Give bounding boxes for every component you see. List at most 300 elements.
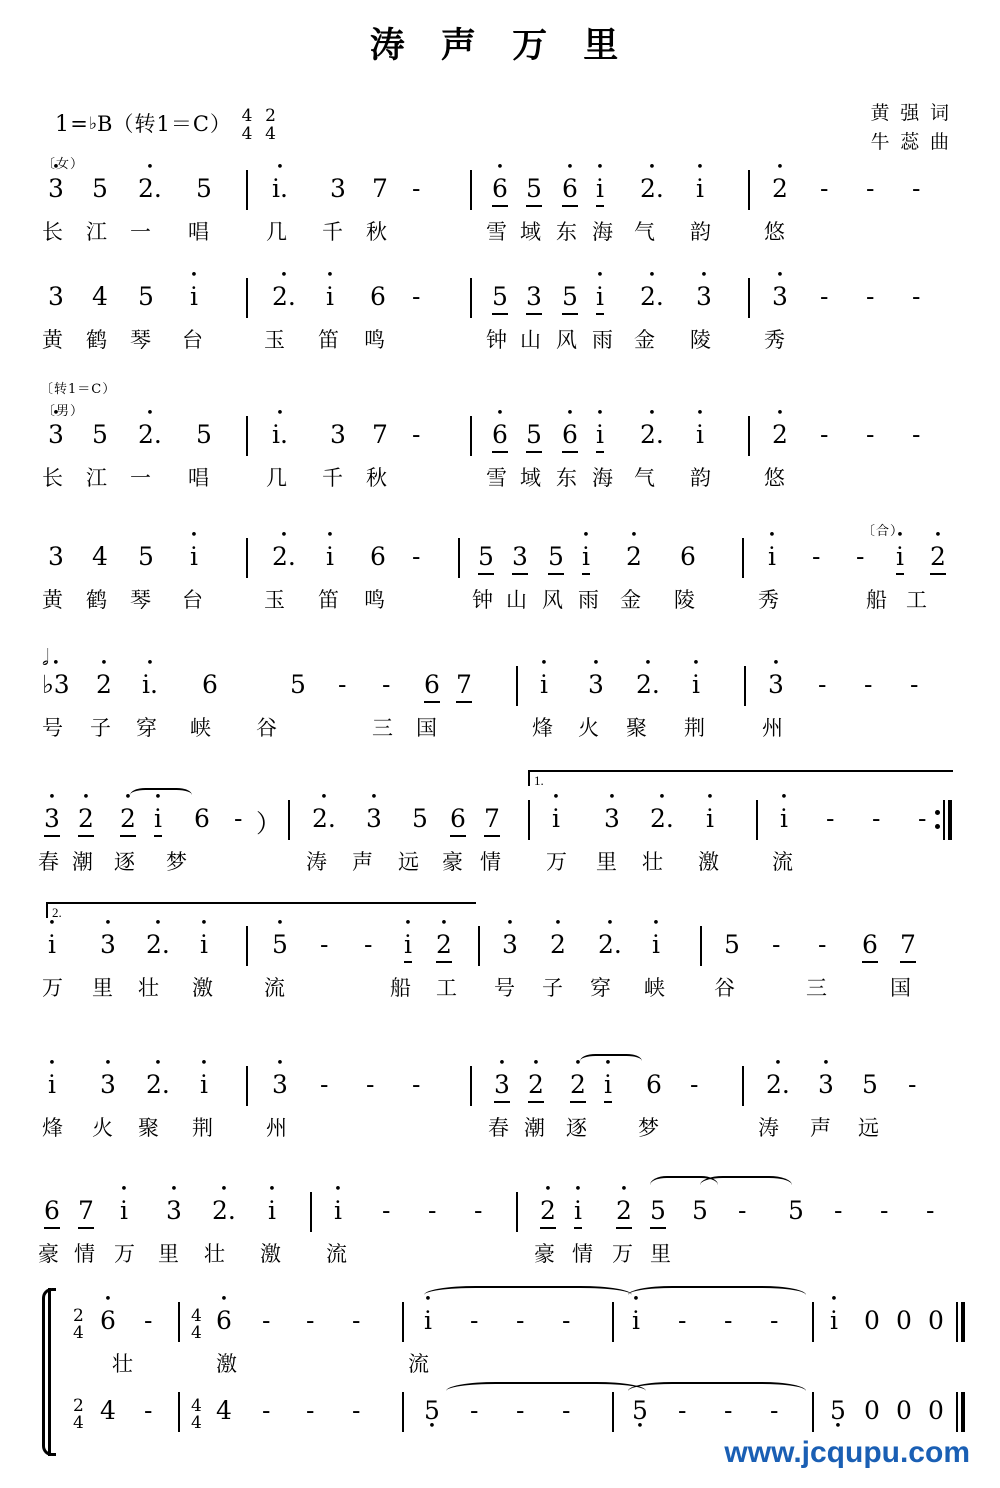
note: - bbox=[306, 1396, 315, 1425]
lyric: 琴 bbox=[130, 328, 151, 352]
note-row-6 bbox=[0, 804, 1000, 846]
note: • i bbox=[326, 282, 334, 311]
barline bbox=[612, 1302, 614, 1342]
time-signature-2-4-upper: 2 4 bbox=[73, 1306, 84, 1344]
note: 6 bbox=[424, 670, 440, 703]
lyric: 峡 bbox=[644, 976, 665, 1000]
note: 7 bbox=[900, 930, 916, 963]
note: 6 bbox=[370, 282, 386, 311]
note: • i bbox=[696, 174, 704, 203]
note: - bbox=[382, 1196, 391, 1225]
note: • i bbox=[200, 1070, 208, 1099]
note-row-2 bbox=[0, 282, 1000, 324]
note: 5 • bbox=[632, 1396, 648, 1425]
note: 6 bbox=[646, 1070, 662, 1099]
lyric: 里 bbox=[92, 976, 113, 1000]
note: • 3 bbox=[44, 804, 60, 837]
lyric: 长 bbox=[42, 220, 63, 244]
barline bbox=[748, 278, 750, 318]
lyric: 谷 bbox=[714, 976, 735, 1000]
note: • i bbox=[334, 1196, 342, 1225]
note: - bbox=[338, 670, 347, 699]
note: - bbox=[690, 1070, 699, 1099]
note: • 3 bbox=[772, 282, 788, 311]
barline bbox=[246, 278, 248, 318]
lyric: 激 bbox=[216, 1352, 237, 1376]
note-row-final-lower bbox=[0, 1396, 1000, 1438]
note: - bbox=[412, 174, 421, 203]
barline bbox=[178, 1392, 180, 1432]
barline bbox=[516, 1192, 518, 1232]
note: - bbox=[516, 1306, 525, 1335]
key-equals: = bbox=[70, 112, 88, 136]
note-row-4 bbox=[0, 542, 1000, 584]
lyric: 情 bbox=[480, 850, 501, 874]
note: • i bbox=[632, 1306, 640, 1335]
note: • 2. bbox=[636, 670, 660, 699]
barline bbox=[458, 538, 460, 578]
lyric: 号 bbox=[42, 716, 63, 740]
note: 0 bbox=[896, 1396, 912, 1425]
note: 5 bbox=[692, 1196, 708, 1225]
lyric: 琴 bbox=[130, 588, 151, 612]
note: - bbox=[856, 542, 865, 571]
lyric: 梦 bbox=[166, 850, 187, 874]
repeat-end-barline bbox=[942, 800, 952, 840]
note: 6 bbox=[680, 542, 696, 571]
note: • 3 bbox=[166, 1196, 182, 1225]
lyric: 万 bbox=[42, 976, 63, 1000]
lyric: 鸣 bbox=[364, 328, 385, 352]
note: - bbox=[320, 930, 329, 959]
barline bbox=[742, 538, 744, 578]
lyric: 一 bbox=[130, 466, 151, 490]
barline bbox=[516, 666, 518, 706]
note: • 6 bbox=[492, 174, 508, 207]
barline bbox=[744, 666, 746, 706]
barline bbox=[700, 926, 702, 966]
staff-system-final-lower bbox=[0, 1396, 1000, 1438]
lyric: 万 bbox=[546, 850, 567, 874]
note: - bbox=[352, 1396, 361, 1425]
note: • 2. bbox=[640, 282, 664, 311]
note: - bbox=[412, 282, 421, 311]
note: 5 bbox=[724, 930, 740, 959]
note: 0 bbox=[928, 1306, 944, 1335]
note: • i bbox=[190, 542, 198, 571]
note: - bbox=[678, 1306, 687, 1335]
note: • 2. bbox=[212, 1196, 236, 1225]
slur bbox=[424, 1286, 632, 1304]
segno-icon: 𝅗𝅥 bbox=[42, 646, 49, 671]
staff-system-7 bbox=[0, 900, 1000, 1004]
lyric: 秋 bbox=[366, 220, 387, 244]
lyric: 流 bbox=[326, 1242, 347, 1266]
note: 5 bbox=[526, 174, 542, 207]
lyric: 海 bbox=[592, 466, 613, 490]
note: • 2. bbox=[640, 420, 664, 449]
note: • i bbox=[120, 1196, 128, 1225]
note: • 6 bbox=[100, 1306, 116, 1335]
lyric: 几 bbox=[266, 220, 287, 244]
site-watermark: www.jcqupu.com bbox=[724, 1436, 970, 1469]
note: - bbox=[428, 1196, 437, 1225]
note: 0 bbox=[864, 1396, 880, 1425]
note: 5 bbox=[138, 542, 154, 571]
note: • 3 bbox=[502, 930, 518, 959]
barline bbox=[812, 1302, 814, 1342]
note: • 2. bbox=[312, 804, 336, 833]
note: 3 bbox=[512, 542, 528, 575]
note: 7 bbox=[78, 1196, 94, 1229]
lyric: 笛 bbox=[318, 328, 339, 352]
lyric: 唱 bbox=[188, 466, 209, 490]
lyric: 三 bbox=[806, 976, 827, 1000]
note: • 2 bbox=[78, 804, 94, 837]
note: 3 bbox=[330, 174, 346, 203]
lyricist: 黄 强 词 bbox=[870, 103, 952, 124]
lyric: 气 bbox=[634, 466, 655, 490]
lyric-row-1 bbox=[0, 216, 1000, 248]
lyric: 潮 bbox=[72, 850, 93, 874]
note: • 2 bbox=[528, 1070, 544, 1103]
note-row-5 bbox=[0, 670, 1000, 712]
lyric: 穿 bbox=[590, 976, 611, 1000]
note: 6 bbox=[44, 1196, 60, 1229]
lyric: 州 bbox=[762, 716, 783, 740]
note: • 2 bbox=[772, 420, 788, 449]
note: - bbox=[470, 1306, 479, 1335]
time-signature-4-4: 4 4 bbox=[241, 106, 253, 144]
note: - bbox=[820, 174, 829, 203]
note: • 2 bbox=[570, 1070, 586, 1103]
lyric: 豪 bbox=[534, 1242, 555, 1266]
lyric: 聚 bbox=[626, 716, 647, 740]
lyric: 江 bbox=[86, 466, 107, 490]
note: - bbox=[912, 282, 921, 311]
note: - bbox=[738, 1196, 747, 1225]
lyric-row-final bbox=[0, 1348, 1000, 1380]
lyric: 台 bbox=[182, 588, 203, 612]
lyric-row-7 bbox=[0, 972, 1000, 1004]
time-signature-4-4-upper: 4 4 bbox=[191, 1306, 202, 1344]
note: 5 • bbox=[424, 1396, 440, 1425]
note: - bbox=[412, 542, 421, 571]
barline bbox=[742, 1066, 744, 1106]
note: • i bbox=[540, 670, 548, 699]
note: 3 bbox=[330, 420, 346, 449]
lyric: 一 bbox=[130, 220, 151, 244]
lyric: 山 bbox=[520, 328, 541, 352]
staff-system-9 bbox=[0, 1168, 1000, 1270]
note: • i bbox=[604, 1070, 612, 1103]
lyric: 火 bbox=[578, 716, 599, 740]
lyric-row-2 bbox=[0, 324, 1000, 356]
lyric: 千 bbox=[322, 220, 343, 244]
note: - bbox=[364, 930, 373, 959]
lyric: 船 bbox=[866, 588, 887, 612]
note: • i bbox=[574, 1196, 582, 1229]
lyric: 气 bbox=[634, 220, 655, 244]
lyric-row-9 bbox=[0, 1238, 1000, 1270]
note: • i bbox=[768, 542, 776, 571]
note: - bbox=[820, 282, 829, 311]
lyric: 壮 bbox=[112, 1352, 133, 1376]
note: - bbox=[912, 174, 921, 203]
note: • i bbox=[596, 420, 604, 453]
lyric: 涛 bbox=[758, 1116, 779, 1140]
note: 5 bbox=[478, 542, 494, 575]
note: • 2. bbox=[272, 282, 296, 311]
voice-tag-female: 〔女） bbox=[42, 157, 85, 172]
note: - bbox=[144, 1306, 153, 1335]
lyric: 激 bbox=[192, 976, 213, 1000]
note: - bbox=[306, 1306, 315, 1335]
note: 5 bbox=[526, 420, 542, 453]
lyric: 流 bbox=[772, 850, 793, 874]
lyric: 万 bbox=[114, 1242, 135, 1266]
lyric: 风 bbox=[556, 328, 577, 352]
note: • 2. bbox=[146, 1070, 170, 1099]
flat-sign: ♭ bbox=[89, 114, 98, 134]
note: - bbox=[772, 930, 781, 959]
barline bbox=[470, 170, 472, 210]
note: • 3 bbox=[272, 1070, 288, 1099]
note: • i. bbox=[272, 420, 288, 449]
note: - bbox=[926, 1196, 935, 1225]
key-signature-block bbox=[55, 108, 279, 143]
lyric: 涛 bbox=[306, 850, 327, 874]
lyric: 悠 bbox=[764, 220, 785, 244]
lyric: 谷 bbox=[256, 716, 277, 740]
note: - bbox=[866, 174, 875, 203]
lyric-row-4 bbox=[0, 584, 1000, 616]
note: • i bbox=[896, 542, 904, 575]
note: • i bbox=[48, 1070, 56, 1099]
lyric: 荆 bbox=[192, 1116, 213, 1140]
barline bbox=[612, 1392, 614, 1432]
staff-system-3 bbox=[0, 378, 1000, 494]
staff-system-1 bbox=[0, 158, 1000, 248]
note: • 2 bbox=[96, 670, 112, 699]
lyric: 金 bbox=[620, 588, 641, 612]
lyric: 钟 bbox=[472, 588, 493, 612]
note: • 2 bbox=[550, 930, 566, 959]
note-row-3 bbox=[0, 420, 1000, 462]
note: • i bbox=[424, 1306, 432, 1335]
note: 5 bbox=[196, 174, 212, 203]
lyric: 国 bbox=[416, 716, 437, 740]
lyric: 声 bbox=[352, 850, 373, 874]
barline bbox=[478, 926, 480, 966]
lyric: 潮 bbox=[524, 1116, 545, 1140]
lyric: 远 bbox=[398, 850, 419, 874]
note: • i bbox=[268, 1196, 276, 1225]
note: • 6 bbox=[216, 1306, 232, 1335]
lyric: 鹤 bbox=[86, 328, 107, 352]
note: - bbox=[912, 420, 921, 449]
note: 5 bbox=[92, 174, 108, 203]
lyric: 梦 bbox=[638, 1116, 659, 1140]
lyric: 远 bbox=[858, 1116, 879, 1140]
lyric: 情 bbox=[572, 1242, 593, 1266]
time-signature-2-4: 2 4 bbox=[265, 106, 276, 144]
note: - bbox=[562, 1396, 571, 1425]
barline bbox=[288, 800, 290, 840]
note: • 2. bbox=[138, 420, 162, 449]
time-signature-4-4-lower: 4 4 bbox=[191, 1396, 202, 1434]
note: • 2. bbox=[650, 804, 674, 833]
slur bbox=[628, 1286, 806, 1304]
lyric: 工 bbox=[436, 976, 457, 1000]
lyric: 烽 bbox=[532, 716, 553, 740]
lyric: 峡 bbox=[190, 716, 211, 740]
lyric: 东 bbox=[556, 220, 577, 244]
note: • i bbox=[404, 930, 412, 963]
lyric: 逐 bbox=[566, 1116, 587, 1140]
note: 3 bbox=[48, 542, 64, 571]
note: • 3 bbox=[48, 420, 64, 449]
lyric: 唱 bbox=[188, 220, 209, 244]
note: • 2. bbox=[640, 174, 664, 203]
note: - bbox=[880, 1196, 889, 1225]
lyric: 逐 bbox=[114, 850, 135, 874]
note: - bbox=[412, 420, 421, 449]
note: 3 bbox=[526, 282, 542, 315]
lyric: 三 bbox=[372, 716, 393, 740]
lyric: 鸣 bbox=[364, 588, 385, 612]
note: 7 bbox=[456, 670, 472, 703]
lyric-row-8 bbox=[0, 1112, 1000, 1144]
note: ） bbox=[256, 809, 282, 838]
lyric: 工 bbox=[906, 588, 927, 612]
note: 5 bbox=[562, 282, 578, 315]
barline bbox=[246, 170, 248, 210]
note: • i bbox=[326, 542, 334, 571]
lyric: 笛 bbox=[318, 588, 339, 612]
lyric: 雨 bbox=[592, 328, 613, 352]
note: • 2 bbox=[772, 174, 788, 203]
volta-bracket-1 bbox=[528, 770, 953, 786]
note: - bbox=[864, 670, 873, 699]
note: 5 bbox=[862, 1070, 878, 1099]
lyric: 玉 bbox=[264, 328, 285, 352]
lyric: 里 bbox=[650, 1242, 671, 1266]
lyric: 雨 bbox=[578, 588, 599, 612]
note: 7 bbox=[372, 174, 388, 203]
note: - bbox=[470, 1396, 479, 1425]
lyric: 域 bbox=[520, 220, 541, 244]
lyric: 里 bbox=[158, 1242, 179, 1266]
lyric: 荆 bbox=[684, 716, 705, 740]
lyric: 激 bbox=[698, 850, 719, 874]
note: - bbox=[872, 804, 881, 833]
note: • i bbox=[190, 282, 198, 311]
lyric: 陵 bbox=[674, 588, 695, 612]
note: • i bbox=[830, 1306, 838, 1335]
note: 5 bbox=[412, 804, 428, 833]
note: • 3 bbox=[366, 804, 382, 833]
note: 0 bbox=[928, 1396, 944, 1425]
note: - bbox=[352, 1306, 361, 1335]
note-row-9 bbox=[0, 1196, 1000, 1238]
note: • i bbox=[154, 804, 162, 837]
volta-label: 1. bbox=[534, 773, 544, 788]
note: - bbox=[678, 1396, 687, 1425]
barline bbox=[246, 538, 248, 578]
lyric: 韵 bbox=[690, 466, 711, 490]
lyric: 东 bbox=[556, 466, 577, 490]
lyric-row-6 bbox=[0, 846, 1000, 878]
note: • i bbox=[652, 930, 660, 959]
lyric: 激 bbox=[260, 1242, 281, 1266]
barline bbox=[310, 1192, 312, 1232]
note: • 3 bbox=[494, 1070, 510, 1103]
lyric-row-3 bbox=[0, 462, 1000, 494]
note-row-1 bbox=[0, 174, 1000, 216]
note: • 2 bbox=[616, 1196, 632, 1229]
note: - bbox=[770, 1306, 779, 1335]
lyric: 豪 bbox=[38, 1242, 59, 1266]
note: 0 bbox=[864, 1306, 880, 1335]
barline bbox=[748, 170, 750, 210]
lyric: 州 bbox=[266, 1116, 287, 1140]
note: • i bbox=[696, 420, 704, 449]
note: • 2 bbox=[626, 542, 642, 571]
note: 5 bbox=[548, 542, 564, 575]
note: 5 bbox=[92, 420, 108, 449]
note: • i bbox=[552, 804, 560, 833]
volta-label: 2. bbox=[52, 905, 62, 920]
note: 4 bbox=[92, 282, 108, 311]
note: • i bbox=[582, 542, 590, 575]
note-row-final-upper bbox=[0, 1306, 1000, 1348]
note: - bbox=[910, 670, 919, 699]
note: - bbox=[366, 1070, 375, 1099]
lyric: 金 bbox=[634, 328, 655, 352]
note: 5 bbox=[138, 282, 154, 311]
note: • i bbox=[706, 804, 714, 833]
note: • 3 bbox=[100, 930, 116, 959]
lyric: 声 bbox=[810, 1116, 831, 1140]
note: 0 bbox=[896, 1306, 912, 1335]
note: - bbox=[818, 930, 827, 959]
note: • 6 bbox=[562, 420, 578, 453]
note: 6 bbox=[194, 804, 210, 833]
barline bbox=[470, 1066, 472, 1106]
key-tonic: 1 bbox=[55, 112, 69, 137]
lyric: 里 bbox=[596, 850, 617, 874]
barline bbox=[748, 416, 750, 456]
lyric: 秋 bbox=[366, 466, 387, 490]
barline bbox=[402, 1392, 404, 1432]
lyric: 壮 bbox=[204, 1242, 225, 1266]
note: • 2 bbox=[436, 930, 452, 963]
lyric: 国 bbox=[890, 976, 911, 1000]
lyric: 悠 bbox=[764, 466, 785, 490]
lyric: 风 bbox=[542, 588, 563, 612]
lyric: 烽 bbox=[42, 1116, 63, 1140]
note: 5 bbox=[290, 670, 306, 699]
note: - bbox=[826, 804, 835, 833]
lyric: 陵 bbox=[690, 328, 711, 352]
lyric: 春 bbox=[38, 850, 59, 874]
note: • 3 bbox=[48, 174, 64, 203]
note: 6 bbox=[450, 804, 466, 837]
lyric: 黄 bbox=[42, 328, 63, 352]
lyric: 情 bbox=[74, 1242, 95, 1266]
note: - bbox=[262, 1306, 271, 1335]
